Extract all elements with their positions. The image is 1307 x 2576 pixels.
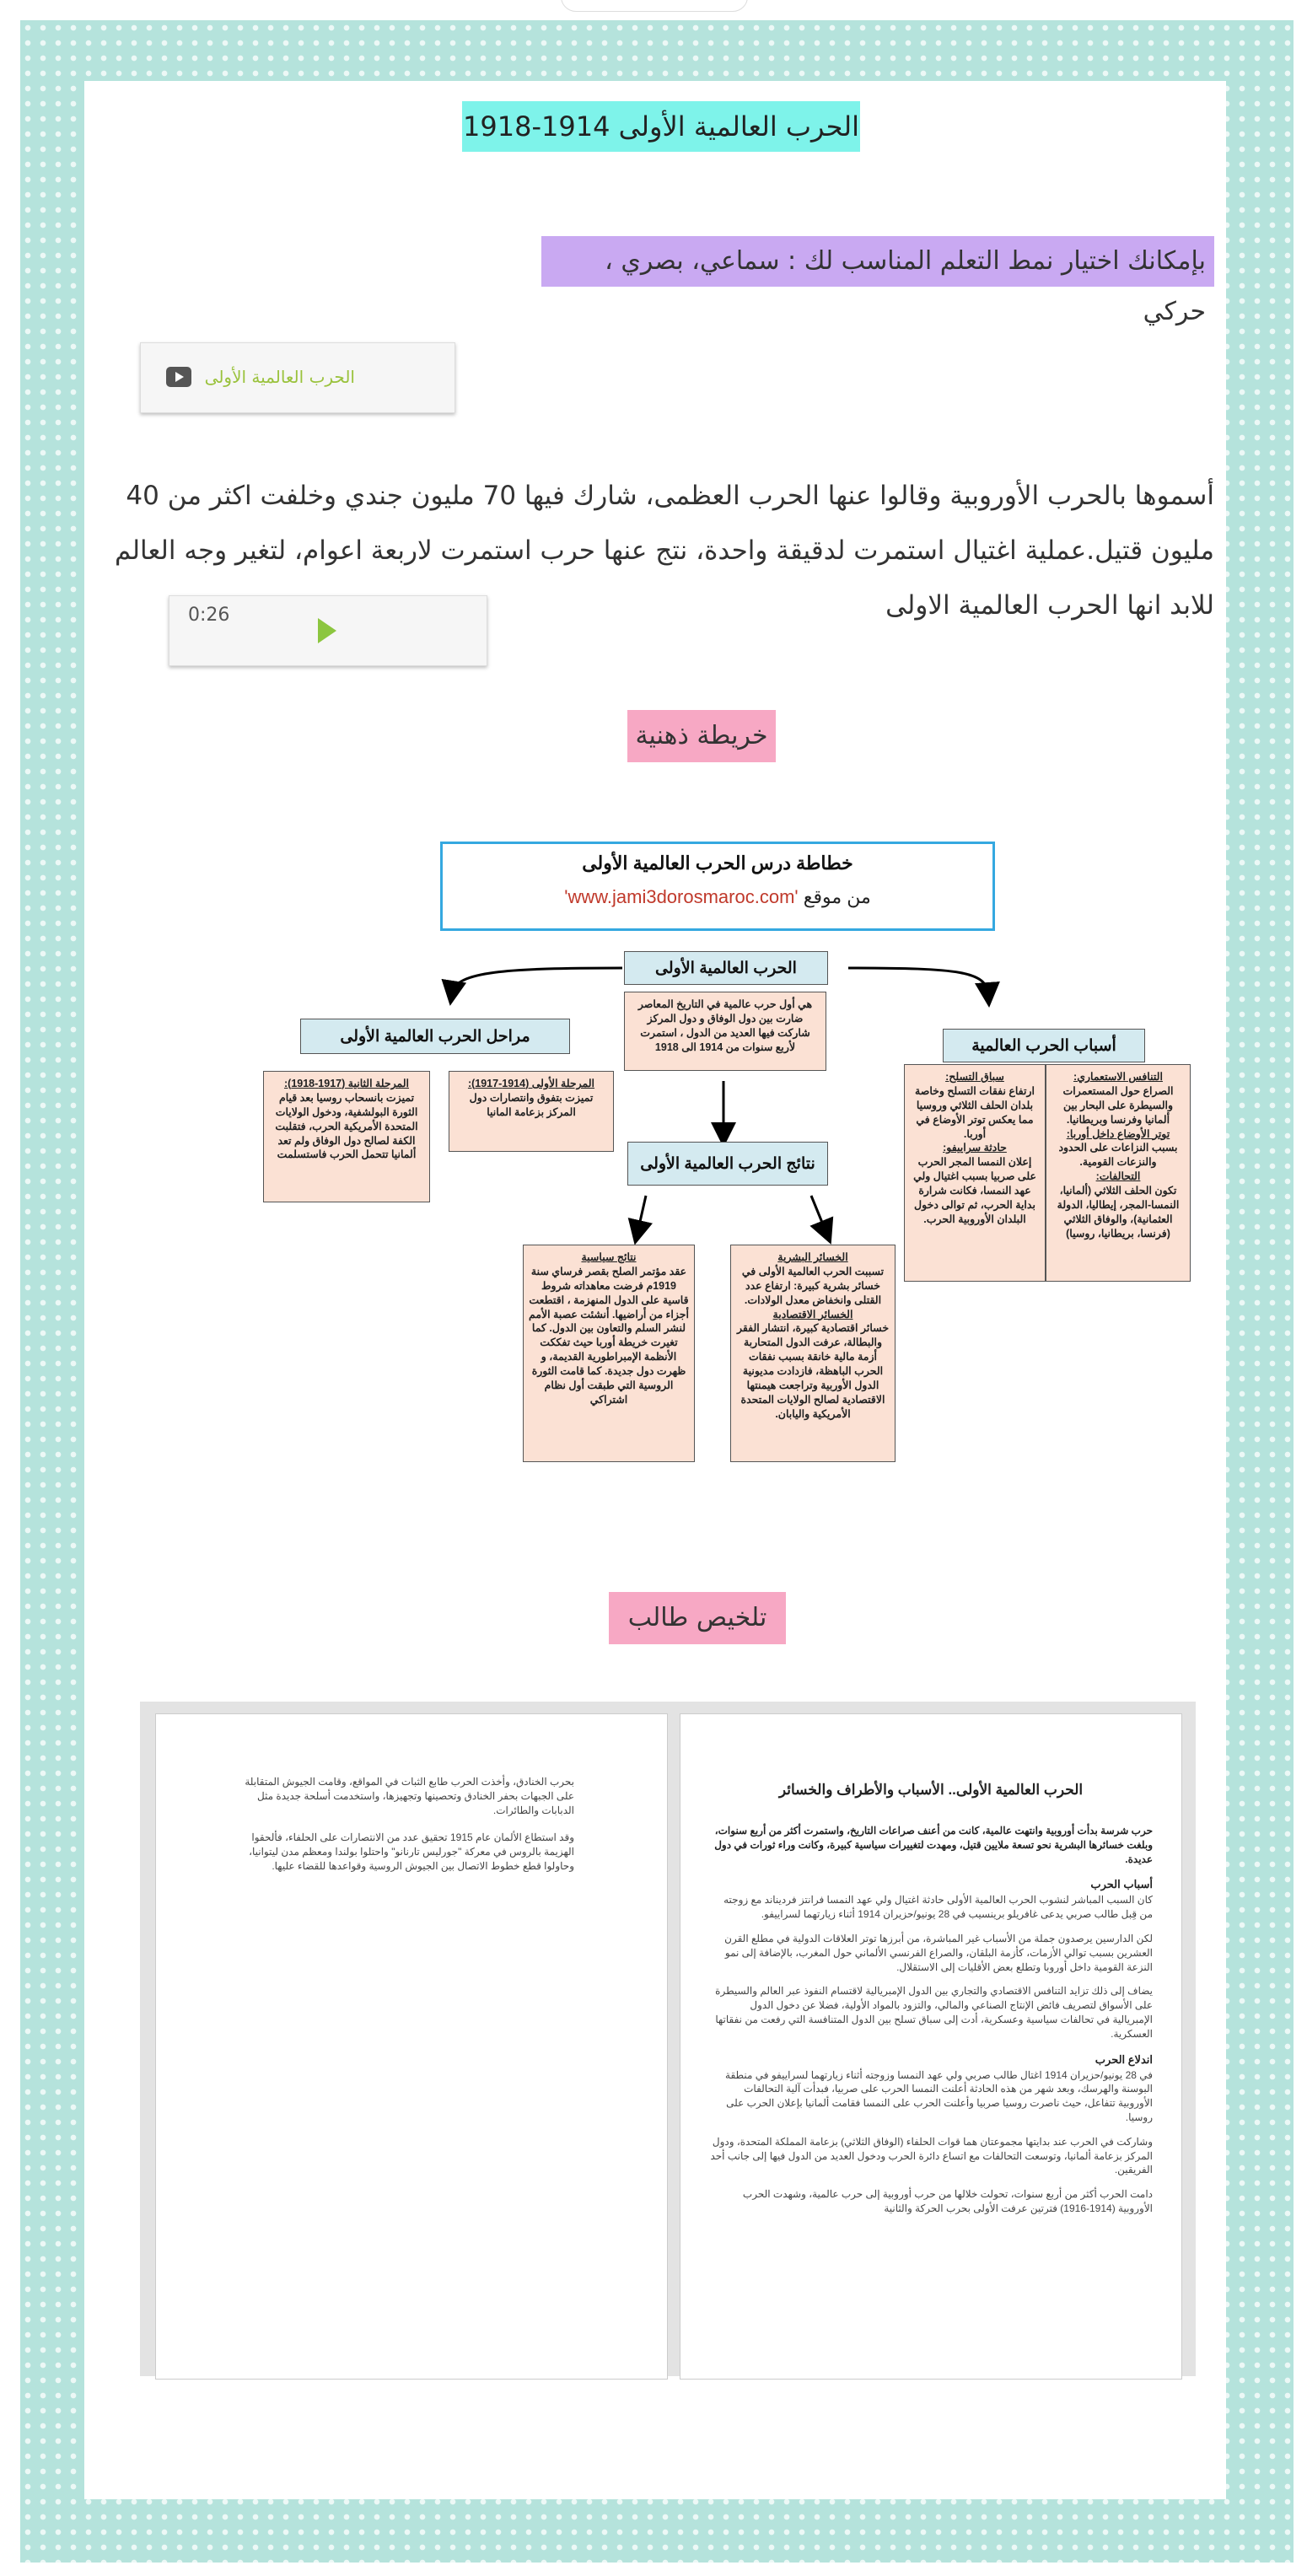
connector-to-political [637, 1196, 646, 1233]
phase2-title: المرحلة الثانية (1917-1918): [283, 1078, 410, 1089]
phase1-title: المرحلة الأولى (1914-1917): [467, 1078, 595, 1089]
connector-to-causes [848, 968, 988, 995]
doc-paragraph-4: في 28 يونيو/حزيران 1914 اغتال طالب صربي ولي عهد النمسا وزوجته أثناء زيارتهما لسراييفو في منطقة البوسنة والهرسك، وبعد شهر من هذه الحادثة أعلنت النمسا الحرب على صربيا، فبدأت آلية التحالفات الأوروبية تتفاعل، حيث ناصرت روسيا صربيا وأعلنت الحرب على النمسا فقامت ألمانيا بإعلان الحرب على روسيا. [725, 2068, 1153, 2123]
doc-left-paragraph-1: بحرب الخنادق، وأخذت الحرب طابع الثبات في المواقع، وقامت الجيوش المتقابلة على الجبهات بحفر الخنادق وتحصينها وتجهيزها، واستخدمت أسلحة جديدة مثل الدبابات والطائرات. [245, 1776, 574, 1816]
mindmap-phase2 [263, 1071, 430, 1202]
cause-b-text: ارتفاع نفقات التسلح وخاصة بلدان الحلف الثلاثي وروسيا مما يعكس توتر الأوضاع في أوربا. [915, 1084, 1035, 1140]
econ-losses-text: خسائر اقتصادية كبيرة، انتشار الفقر والبطالة، عرفت الدول المتحاربة أزمة مالية خانقة بسبب نفقات الحرب الباهظة، فازدادت مديونية الدول الأوربية وتراجعت هيمنتها الاقتصادية لصالح الولايات المتحدة الأمريكية واليابان. [736, 1322, 890, 1420]
mindmap-header-title: خطاطة درس الحرب العالمية الأولى [582, 852, 853, 874]
cause-a2-title: توتر الأوضاع داخل أوربا: [1066, 1127, 1170, 1140]
cause-b2-title: حادثة سراييفو: [943, 1142, 1007, 1154]
doc-paragraph-3: يضاف إلى ذلك تزايد التنافس الاقتصادي والتجاري بين الدول الإمبريالية لاقتسام النفوذ عبر العالم والسيطرة على الأسواق لتصريف فائض الإنتاج الصناعي والمالي، والتزود بالمواد الأولية، فضلا عن دخول الدول الإمبريالية في تحالفات سياسية وعسكرية، أدت إلى سباق تسلح بين الدول المتنافسة التي رفعت من نفقاتها العسكرية. [715, 1985, 1153, 2040]
human-losses-text: تسببت الحرب العالمية الأولى في خسائر بشرية كبيرة: ارتفاع عدد القتلى وانخفاض معدل الولادات. [741, 1265, 885, 1306]
cause-a-title: التنافس الاستعماري: [1073, 1071, 1163, 1083]
doc-heading-causes: أسباب الحرب [1090, 1878, 1153, 1891]
mindmap-source-link: 'www.jami3dorosmaroc.com' [564, 886, 799, 907]
mindmap-results-human-econ [730, 1245, 896, 1462]
mindmap-center-text: هي أول حرب عالمية في التاريخ المعاصر ضارت بين دول الوفاق و دول المركز شاركت فيها العديد من الدول ، استمرت لأربع سنوات من 1914 الى 1918 [624, 992, 826, 1071]
mindmap-center-title: الحرب العالمية الأولى [624, 951, 828, 985]
doc-paragraph-1: كان السبب المباشر لنشوب الحرب العالمية الأولى حادثة اغتيال ولي عهد النمسا فرانتز فرديناند مع زوجته من قِبل طالب صربي يدعى غافريلو برينسيب في 28 يونيو/حزيران 1914 أثناء زيارتهما لسراييفو. [723, 1894, 1153, 1921]
mindmap-cause-a [1046, 1064, 1191, 1282]
mindmap-results-title: نتائج الحرب العالمية الأولى [627, 1142, 828, 1186]
mindmap-cause-b [904, 1064, 1046, 1282]
political-results-text: عقد مؤتمر الصلح بقصر فرساي سنة 1919م فرضت معاهداته شروط قاسية على الدول المنهزمة ، اقتطعت أجزاء من أراضيها. أنشئت عصبة الأمم لنشر السلم والتعاون بين الدول. كما تغيرت خريطة أوربا حيث تفككت الأنظمة الإمبراطورية القديمة، و ظهرت دول جديدة. كما قامت الثورة الروسية التي طبقت أول نظام اشتراكي [529, 1265, 689, 1406]
cause-a3-text: تكون الحلف الثلاثي (ألمانيا، النمسا-المجر، إيطاليا، الدولة العثمانية)، والوفاق الثلاثي (فرنسا، بريطانيا، روسيا) [1057, 1185, 1180, 1240]
document-page-1 [680, 1713, 1182, 2380]
mindmap-heading: خريطة ذهنية [627, 710, 776, 762]
doc-paragraph-5: وشاركت في الحرب عند بدايتها مجموعتان هما قوات الحلفاء (الوفاق الثلاثي) بزعامة المملكة المتحدة، ودول المركز بزعامة ألمانيا، وتوسعت التحالفات مع اتساع دائرة الحرب ودخول العديد من الدول فيها إلى جانب أحد الفريقين. [710, 2135, 1153, 2176]
doc-paragraph-2: لكن الدارسين يرصدون جملة من الأسباب غير المباشرة، من أبرزها توتر العلاقات الدولية في مطلع القرن العشرين بسبب توالي الأزمات، كأزمة البلقان، والصراع الفرنسي الألماني حول المغرب، بالإضافة إلى نمو النزعة القومية داخل أوروبا وتطلع بعض الأقليات إلى الاستقلال. [724, 1932, 1153, 1973]
cause-a2-text: بسبب النزاعات على الحدود والنزعات القومية. [1058, 1142, 1178, 1169]
cause-a3-title: التحالفات: [1095, 1170, 1141, 1183]
doc-paragraph-6: دامت الحرب أكثر من أربع سنوات، تحولت خلالها من حرب أوروبية إلى حرب عالمية، وشهدت الحرب الأوروبية (1914-1916) فترتين عرفت الأولى بحرب الحركة والثانية [742, 2188, 1153, 2214]
phase1-text: تميزت بتفوق وانتصارات دول المركز بزعامة المانيا [469, 1091, 594, 1118]
intro-paragraph: أسموها بالحرب الأوروبية وقالوا عنها الحرب العظمى، شارك فيها 70 مليون جندي وخلفت اكثر من 40 مليون قتيل.عملية اغتيال استمرت لدقيقة واحدة، نتج عنها حرب استمرت لاربعة اعوام، لتغير وجه العالم للابد انها الحرب العالمية الاولى [114, 481, 1214, 621]
connector-to-human [811, 1196, 826, 1233]
student-summary-heading: تلخيص طالب [609, 1592, 786, 1644]
doc-heading-outbreak: اندلاع الحرب [1095, 2052, 1153, 2066]
econ-losses-title: الخسائر الاقتصادية [772, 1308, 853, 1320]
cause-b2-text: إعلان النمسا المجر الحرب على صربيا بسبب اغتيال ولي عهد النمسا، فكانت شرارة بداية الحرب، ثم توالى دخول البلدان الأوروبية الحرب. [913, 1156, 1036, 1225]
document-viewer[interactable] [140, 1702, 1196, 2376]
doc-lead: حرب شرسة بدأت أوروبية وانتهت عالمية، كانت من أعنف صراعات التاريخ، واستمرت أكثر من أربع سنوات، وبلغت خسائرها البشرية نحو تسعة ملايين قتيل، ومهدت لتغييرات سياسية كبيرة، وكانت وراء ثورات في دول عديدة. [714, 1825, 1153, 1865]
phase2-text: تميزت بانسحاب روسيا بعد قيام الثورة البولشفية، ودخول الولايات المتحدة الأمريكية الحرب، فتقلبت الكفة لصالح دول الوفاق ولم تعد ألمانيا تتحمل الحرب فاستسلمت [275, 1091, 418, 1161]
doc-title: الحرب العالمية الأولى.. الأسباب والأطراف والخسائر [778, 1782, 1084, 1798]
political-results-title: نتائج سياسية [581, 1251, 637, 1263]
mindmap-phase1 [449, 1071, 614, 1152]
page-title: الحرب العالمية الأولى 1914-1918 [462, 101, 860, 152]
learning-style-banner: بإمكانك اختيار نمط التعلم المناسب لك : سماعي، بصري ، حركي [541, 236, 1214, 287]
mindmap-results-political [523, 1245, 695, 1462]
mindmap-phases-title: مراحل الحرب العالمية الأولى [300, 1019, 570, 1054]
document-page-2 [155, 1713, 668, 2380]
cause-a-text: الصراع حول المستعمرات والسيطرة على البحار بين ألمانيا وفرنسا وبريطانيا. [1062, 1084, 1174, 1126]
doc-left-paragraph-2: وقد استطاع الألمان عام 1915 تحقيق عدد من الانتصارات على الحلفاء، فألحقوا الهزيمة بالروس في معركة "جورليس تارنانو" واحتلوا بولندا ومعظم مدن ليتوانيا، وحاولوا قطع خطوط الاتصال بين الجيوش الروسية وقواعدها للقضاء عليها. [249, 1831, 574, 1872]
video-label[interactable]: الحرب العالمية الأولى [204, 367, 355, 387]
audio-time: 0:26 [188, 605, 230, 626]
mindmap-source-prefix: من موقع [803, 886, 871, 907]
top-tab-notch [561, 0, 748, 12]
mindmap-causes-title: أسباب الحرب العالمية [943, 1029, 1145, 1062]
cause-b-title: سباق التسلح: [945, 1071, 1004, 1083]
human-losses-title: الخسائر البشرية [777, 1251, 848, 1263]
connector-to-phases [452, 968, 622, 993]
